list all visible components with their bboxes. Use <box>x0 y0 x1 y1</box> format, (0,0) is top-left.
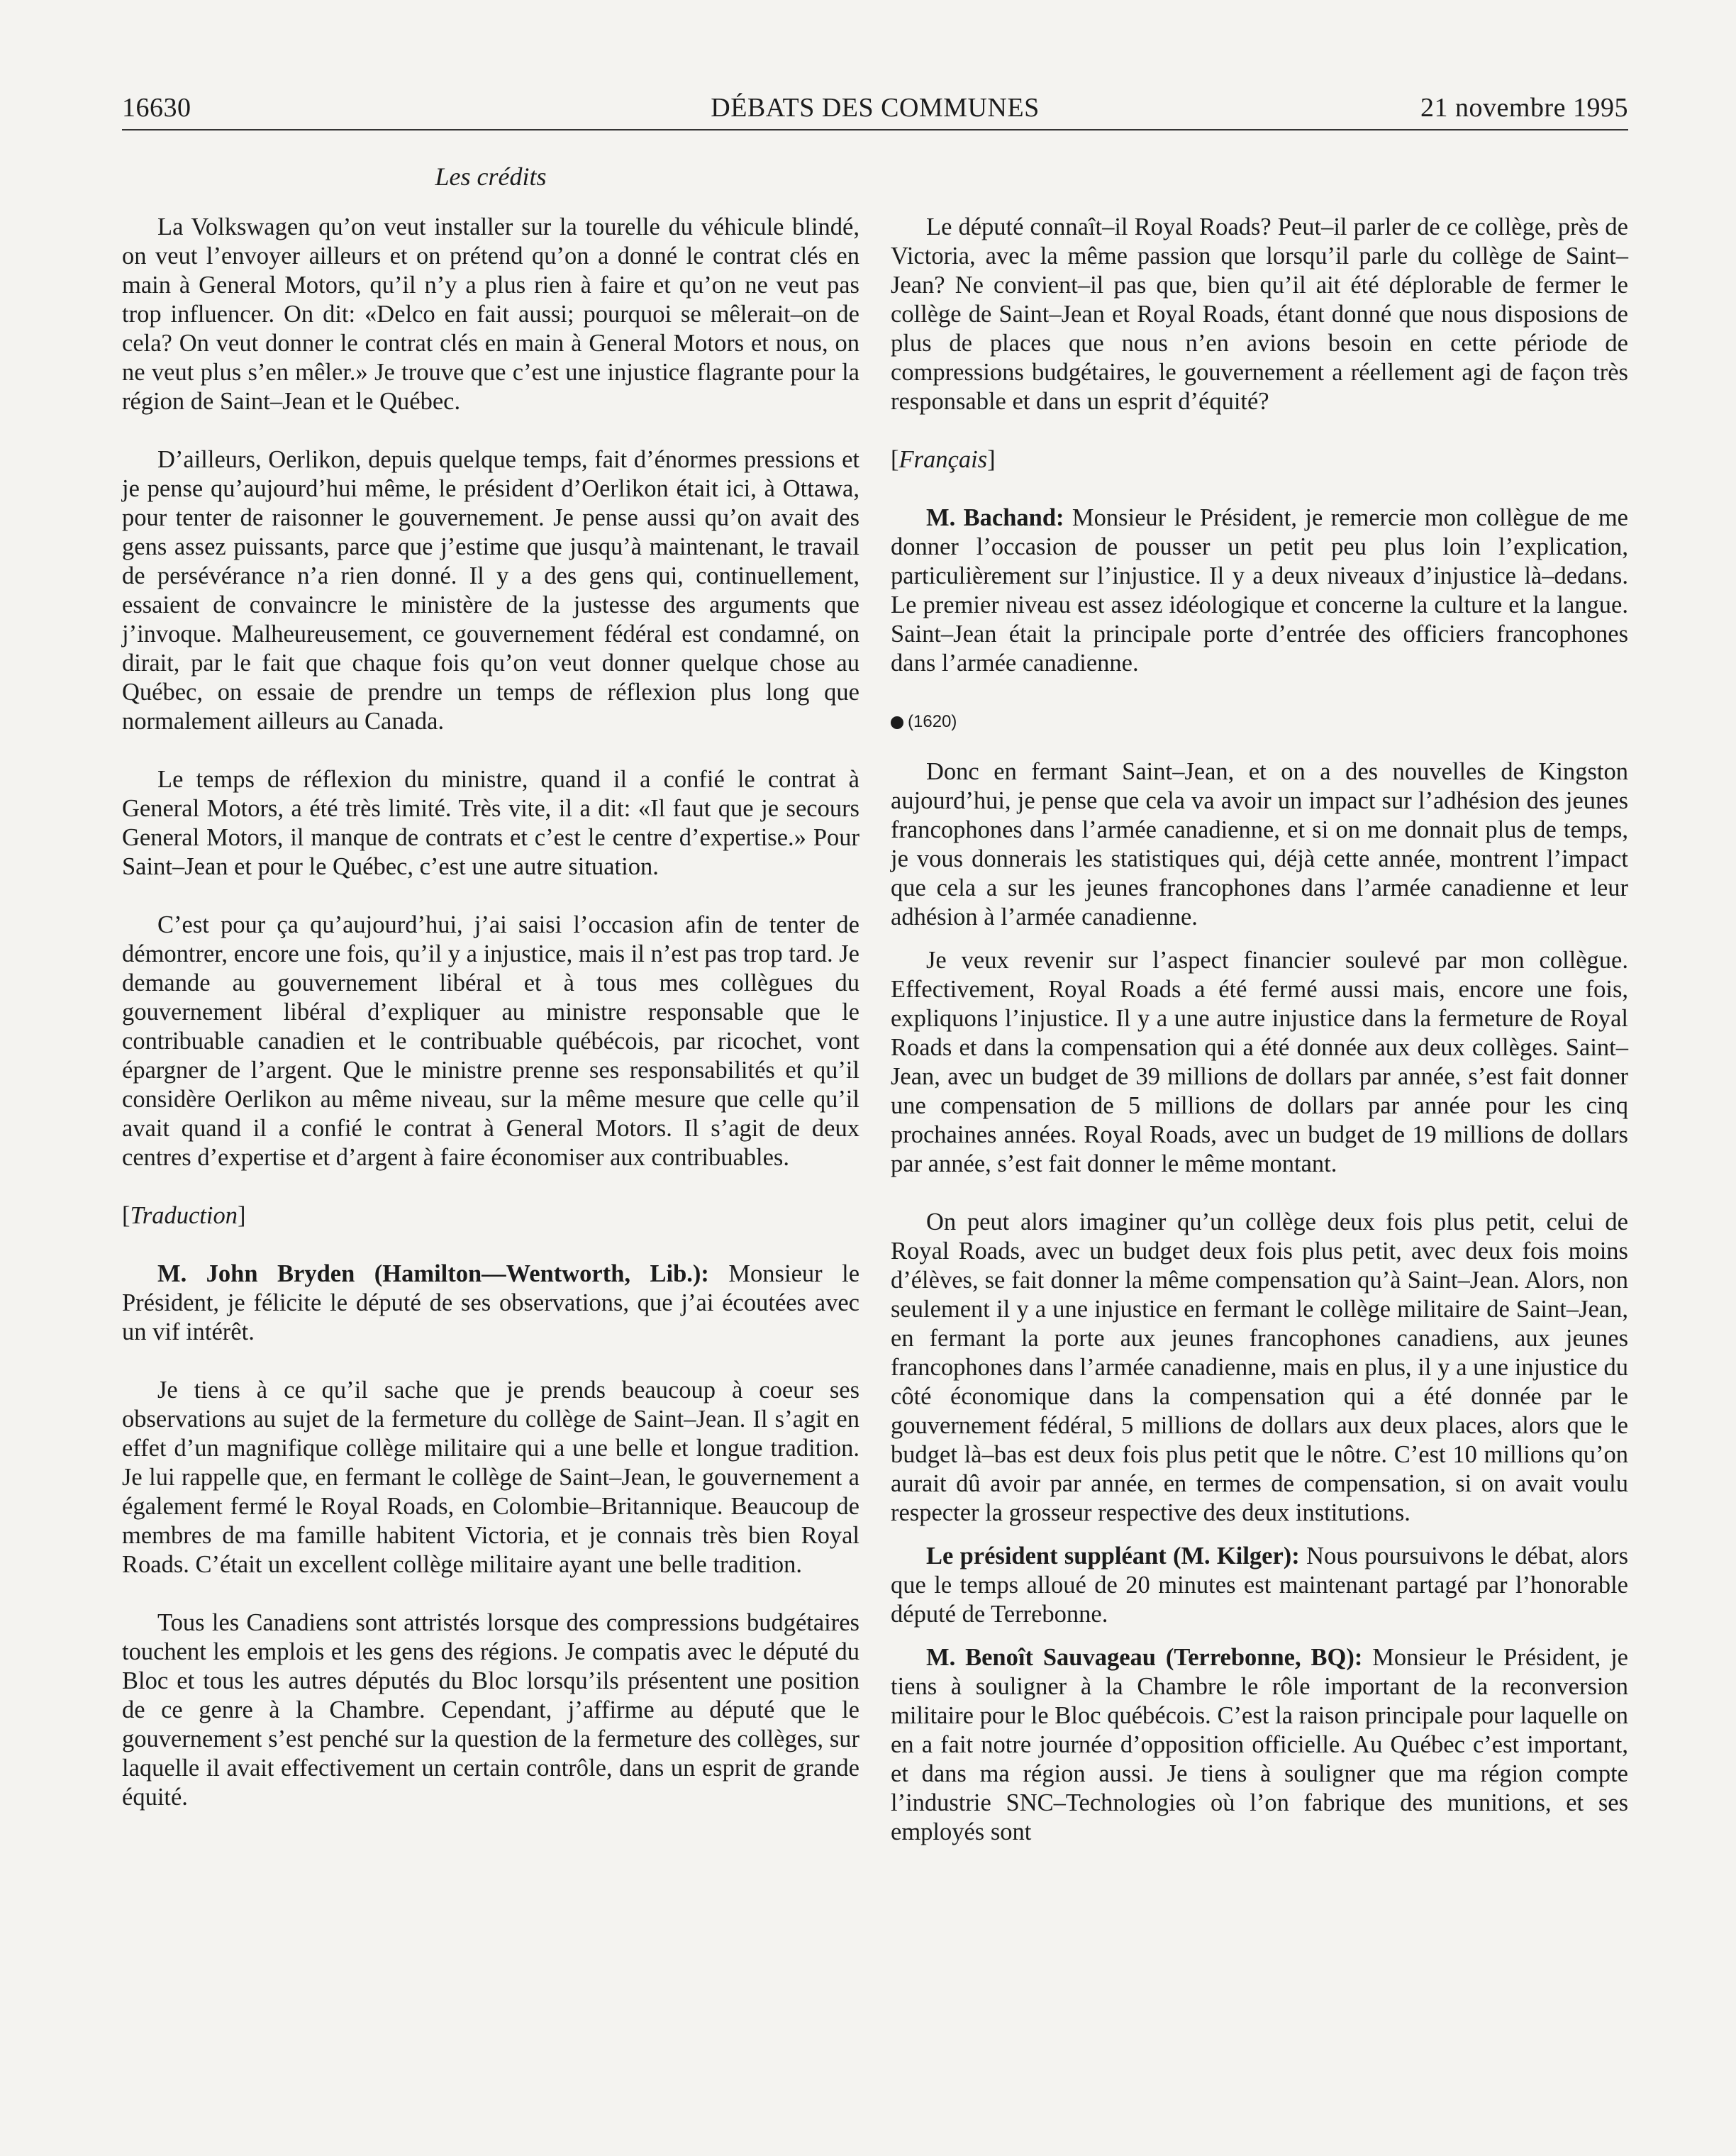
left-column <box>122 213 859 1841</box>
paragraph: Donc en fermant Saint–Jean, et on a des nouvelles de Kingston aujourd’hui, je pense que cela va avoir un impact sur l’adhésion des jeunes francophones dans l’armée canadienne, et si on me donnait plus de temps, je vous donnerais les statistiques qui, déjà cette année, montrent l’impact que cela a sur les jeunes francophones dans l’armée canadienne et leur adhésion à l’armée canadienne. <box>891 758 1628 930</box>
speaker-name: Le président suppléant (M. Kilger): <box>926 1543 1300 1569</box>
language-tag: [Français] <box>891 446 996 473</box>
paragraph: Je veux revenir sur l’aspect financier soulevé par mon collègue. Effectivement, Royal Roads a été fermé aussi mais, encore une fois, expliquons l’injustice. Il y a une autre injustice dans la fermeture de Royal Roads et dans la compensation qui a été donnée aux deux collèges. Saint–Jean, avec un budget de 39 millions de dollars par année, s’est fait donner une compensation de 5 millions de dollars par année pour les cinq prochaines années. Royal Roads, avec un budget de 19 millions de dollars par année, s’est fait donner le même montant. <box>891 947 1628 1177</box>
speaker-name: M. John Bryden (Hamilton—Wentworth, Lib.): <box>157 1260 709 1287</box>
speech-paragraph <box>891 1643 1628 1847</box>
page-date: 21 novembre 1995 <box>1420 93 1628 123</box>
page-header <box>122 87 1628 130</box>
publication-title: DÉBATS DES COMMUNES <box>711 93 1040 123</box>
speech-paragraph <box>891 504 1628 678</box>
page-number: 16630 <box>122 93 191 123</box>
timestamp <box>891 707 1628 736</box>
paragraph: La Volkswagen qu’on veut installer sur la tourelle du véhicule blindé, on veut l’envoyer ailleurs et on prétend qu’on a donné le contrat clés en main à General Motors, qu’il n’y a plus rien à faire et qu’on ne veut pas trop influencer. On dit: «Delco en fait aussi; pourquoi se mêlerait–on de cela? On veut donner le contrat clés en main à General Motors et nous, on ne veut plus s’en mêler.» Je trouve que c’est une injustice flagrante pour la région de Saint–Jean et le Québec. <box>122 213 859 415</box>
speech-text: Monsieur le Président, je félicite le député de ses observations, que j’ai écoutées avec un vif intérêt. <box>122 1260 860 1345</box>
language-tag-text: Traduction <box>130 1202 238 1229</box>
section-title: Les crédits <box>435 162 547 191</box>
paragraph: D’ailleurs, Oerlikon, depuis quelque temps, fait d’énormes pressions et je pense qu’aujourd’hui même, le président d’Oerlikon était ici, à Ottawa, pour tenter de raisonner le gouvernement. Je pense aussi qu’on avait des gens assez puissants, parce que j’estime que jusqu’à maintenant, le travail de persévérance n’a rien donné. Il y a des gens qui, continuellement, essaient de convaincre le ministère de la justesse des arguments que j’invoque. Malheureusement, ce gouvernement fédéral est condamné, on dirait, par le fait que chaque fois qu’on veut donner quelque chose au Québec, on essaie de prendre un temps de réflexion plus long que normalement ailleurs au Canada. <box>122 446 859 735</box>
paragraph: Le temps de réflexion du ministre, quand il a confié le contrat à General Motors, a été très limité. Très vite, il a dit: «Il faut que je secours General Motors, il manque de contrats et c’est le centre d’expertise.» Pour Saint–Jean et pour le Québec, c’est une autre situation. <box>122 766 859 880</box>
speech-paragraph <box>122 1260 859 1347</box>
speech-paragraph <box>891 1542 1628 1629</box>
timestamp-text: (1620) <box>908 712 957 731</box>
speech-text: Monsieur le Président, je remercie mon collègue de me donner l’occasion de pousser un petit peu plus loin l’explication, particulièrement sur l’injustice. Il y a deux niveaux d’injustice là–dedans. Le premier niveau est assez idéologique et concerne la culture et la langue. Saint–Jean était la principale porte d’entrée des officiers francophones dans l’armée canadienne. <box>891 504 1628 677</box>
speech-text: Nous poursuivons le débat, alors que le temps alloué de 20 minutes est maintenant partagé par l’honorable député de Terrebonne. <box>891 1543 1628 1628</box>
paragraph: On peut alors imaginer qu’un collège deux fois plus petit, celui de Royal Roads, avec un budget deux fois plus petit, avec deux fois moins d’élèves, se fait donner la même compensation qu’à Saint–Jean. Alors, non seulement il y a une injustice en fermant le collège militaire de Saint–Jean, en fermant la porte aux jeunes francophones canadiens, aux jeunes francophones dans l’armée canadienne, mais en plus, il y a une injustice du côté économique dans la compensation qui a été donnée par le gouvernement fédéral, 5 millions de dollars aux deux places, alors que le budget là–bas est deux fois plus petit que le nôtre. C’est 10 millions qu’on aurait dû avoir par année, en termes de compensation, si on avait voulu respecter la grosseur respective des deux institutions. <box>891 1208 1628 1526</box>
paragraph: Le député connaît–il Royal Roads? Peut–il parler de ce collège, près de Victoria, avec la même passion que lorsqu’il parle du collège de Saint–Jean? Ne convient–il pas que, bien qu’il ait été déplorable de fermer le collège de Saint–Jean et Royal Roads, étant donné que nous disposions de plus de places que nous n’en avions besoin en cette période de compressions budgétaires, le gouvernement a réellement agi de façon très responsable et dans un esprit d’équité? <box>891 213 1628 415</box>
speaker-name: M. Benoît Sauvageau (Terrebonne, BQ): <box>926 1644 1363 1671</box>
paragraph: Je tiens à ce qu’il sache que je prends beaucoup à coeur ses observations au sujet de la fermeture du collège de Saint–Jean. Il s’agit en effet d’un magnifique collège militaire qui a une belle et longue tradition. Je lui rappelle que, en fermant le collège de Saint–Jean, le gouvernement a également fermé le Royal Roads, en Colombie–Britannique. Beaucoup de membres de ma famille habitent Victoria, et je connais très bien Royal Roads. C’était un excellent collège militaire ayant une belle tradition. <box>122 1377 859 1578</box>
paragraph: C’est pour ça qu’aujourd’hui, j’ai saisi l’occasion afin de tenter de démontrer, encore une fois, qu’il y a injustice, mais il n’est pas trop tard. Je demande au gouvernement libéral et à tous mes collègues du gouvernement libéral d’expliquer au ministre responsable que le contribuable canadien et le contribuable québécois, par ricochet, vont épargner de l’argent. Que le ministre prenne ses responsabilités et qu’il considère Oerlikon au même niveau, sur la même mesure que celle qu’il avait quand il a confié le contrat à General Motors. Il s’agit de deux centres d’expertise et d’argent à faire économiser aux contribuables. <box>122 911 859 1171</box>
language-tag-text: Français <box>898 446 988 473</box>
speech-text: Monsieur le Président, je tiens à souligner à la Chambre le rôle important de la reconversion militaire pour le Bloc québécois. C’est la raison principale pour laquelle on en a fait notre journée d’opposition officielle. Au Québec c’est important, et dans ma région aussi. Je tiens à souligner que ma région compte l’industrie SNC–Technologies où l’on fabrique des munitions, et ses employés sont <box>891 1644 1628 1845</box>
speaker-name: M. Bachand: <box>926 504 1064 531</box>
bullet-icon <box>891 716 903 729</box>
paragraph: Tous les Canadiens sont attristés lorsque des compressions budgétaires touchent les emplois et les gens des régions. Je compatis avec le député du Bloc et tous les autres députés du Bloc lorsqu’ils présentent une position de ce genre à la Chambre. Cependant, j’affirme au député que le gouvernement s’est penché sur la question de la fermeture des collèges, sur laquelle il avait effectivement un certain contrôle, dans un esprit de grande équité. <box>122 1609 859 1811</box>
language-tag: [Traduction] <box>122 1202 246 1229</box>
right-column <box>891 213 1628 1876</box>
